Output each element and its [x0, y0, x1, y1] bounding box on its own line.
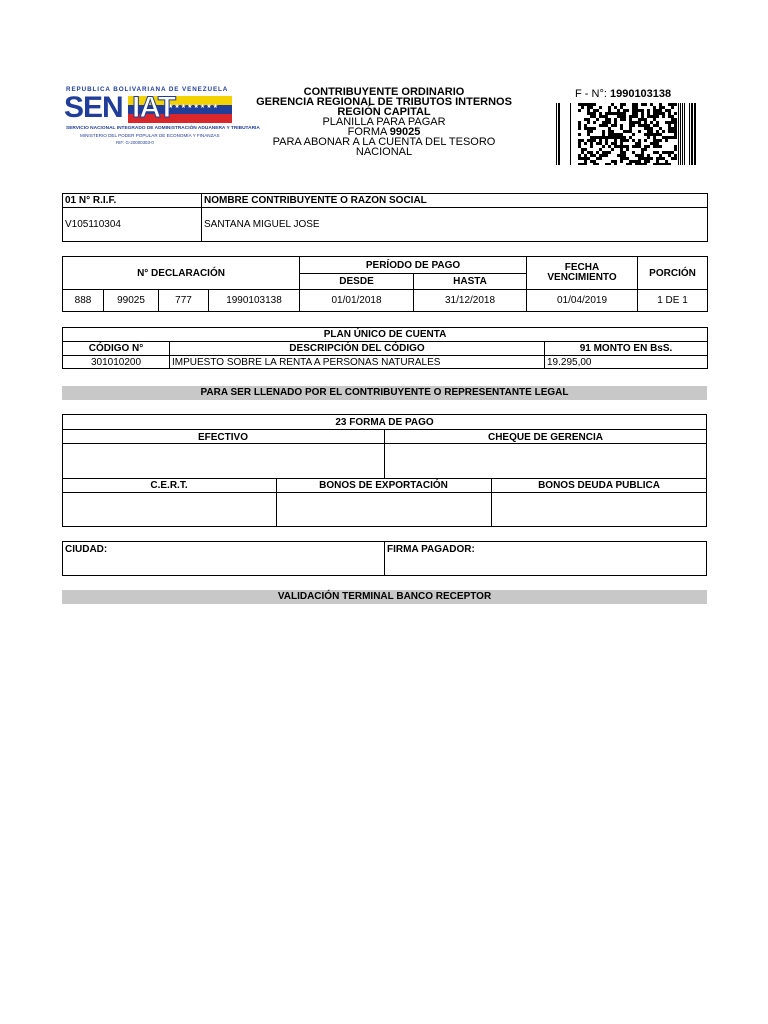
cert-field[interactable]: [63, 493, 275, 526]
name-label: NOMBRE CONTRIBUYENTE O RAZON SOCIAL: [202, 194, 708, 208]
firma-field[interactable]: [480, 542, 706, 575]
signature-vdivider: [384, 541, 385, 576]
forma-number: 99025: [389, 126, 421, 138]
seniat-logo: [64, 86, 260, 150]
bonos-deuda-field[interactable]: [492, 493, 706, 526]
barcode-graphic: [548, 103, 703, 165]
period-label: PERÍODO DE PAGO: [300, 257, 527, 274]
rif-label: 01 N° R.I.F.: [63, 194, 202, 208]
porcion-label: PORCIÓN: [638, 257, 708, 290]
title-region: REGIÓN CAPITAL: [337, 106, 431, 118]
monto-header: 91 MONTO EN BsS.: [545, 342, 708, 356]
logo-line-2: MINISTERIO DEL PODER POPULAR DE ECONOMÍA Y FINANZAS: [80, 133, 220, 138]
declaration-table: [62, 256, 708, 312]
declaration-part-4: 1990103138: [209, 290, 300, 312]
codigo-header: CÓDIGO N°: [63, 342, 170, 356]
title-planilla: PLANILLA PARA PAGAR: [322, 116, 446, 128]
codigo-value: 301010200: [63, 356, 170, 369]
hasta-label: HASTA: [414, 274, 527, 290]
name-value: SANTANA MIGUEL JOSE: [202, 208, 708, 242]
flag-stars-icon: ★★★★★★★★: [168, 104, 220, 110]
fecha-vencimiento-label: [527, 257, 638, 290]
cheque-field[interactable]: [385, 444, 706, 477]
cheque-label: CHEQUE DE GERENCIA: [487, 432, 603, 443]
payment-title: 23 FORMA DE PAGO: [335, 417, 434, 428]
header-titles: [244, 87, 524, 157]
efectivo-label: EFECTIVO: [197, 432, 248, 443]
form-number-label: F - N°:: [575, 88, 607, 100]
desde-value: 01/01/2018: [300, 290, 414, 312]
vencimiento-label: VENCIMIENTO: [547, 272, 617, 283]
validation-banner: VALIDACIÓN TERMINAL BANCO RECEPTOR: [62, 590, 707, 604]
logo-brand-right: IAT: [132, 91, 176, 124]
cert-label: C.E.R.T.: [150, 480, 188, 491]
porcion-value: 1 DE 1: [638, 290, 708, 312]
declaration-part-3: 777: [159, 290, 209, 312]
plan-title: PLAN ÚNICO DE CUENTA: [63, 328, 708, 342]
ciudad-field[interactable]: [110, 542, 382, 575]
fecha-label: FECHA: [564, 262, 600, 273]
plan-table: [62, 327, 708, 369]
logo-brand-left: SEN: [64, 91, 123, 124]
fill-instructions-banner: PARA SER LLENADO POR EL CONTRIBUYENTE O REPRESENTANTE LEGAL: [62, 386, 707, 400]
form-number: [575, 88, 671, 100]
logo-line-1: SERVICIO NACIONAL INTEGRADO DE ADMINISTRACIÓN ADUANERA Y TRIBUTARIA: [66, 126, 260, 131]
title-contribuyente: CONTRIBUYENTE ORDINARIO: [303, 86, 465, 98]
declaration-part-2: 99025: [104, 290, 159, 312]
monto-value: 19.295,00: [545, 356, 708, 369]
bonos-deuda-label: BONOS DEUDA PUBLICA: [538, 480, 660, 491]
rif-value: V105110304: [63, 208, 202, 242]
taxpayer-table: [62, 193, 708, 242]
declaration-label: N° DECLARACIÓN: [63, 257, 300, 290]
barcode-image: [548, 103, 703, 165]
form-number-value: 1990103138: [609, 88, 672, 100]
bonos-exportacion-field[interactable]: [277, 493, 490, 526]
title-abonar: PARA ABONAR A LA CUENTA DEL TESORO NACIONAL: [272, 136, 496, 158]
vencimiento-value: 01/04/2019: [527, 290, 638, 312]
hasta-value: 31/12/2018: [414, 290, 527, 312]
forma-label: FORMA: [347, 126, 387, 138]
payment-divider-3: [62, 478, 707, 479]
descripcion-value: IMPUESTO SOBRE LA RENTA A PERSONAS NATURALES: [170, 356, 545, 369]
logo-line-3: RIF: G-20000303-0: [116, 140, 154, 145]
descripcion-header: DESCRIPCIÓN DEL CÓDIGO: [170, 342, 545, 356]
efectivo-field[interactable]: [63, 444, 383, 477]
ciudad-label: CIUDAD:: [65, 544, 108, 555]
firma-label: FIRMA PAGADOR:: [387, 544, 475, 555]
title-gerencia: GERENCIA REGIONAL DE TRIBUTOS INTERNOS: [256, 96, 512, 108]
declaration-part-1: 888: [63, 290, 104, 312]
desde-label: DESDE: [300, 274, 414, 290]
bonos-exportacion-label: BONOS DE EXPORTACIÓN: [319, 480, 448, 491]
logo-country-text: REPUBLICA BOLIVARIANA DE VENEZUELA: [66, 86, 229, 93]
